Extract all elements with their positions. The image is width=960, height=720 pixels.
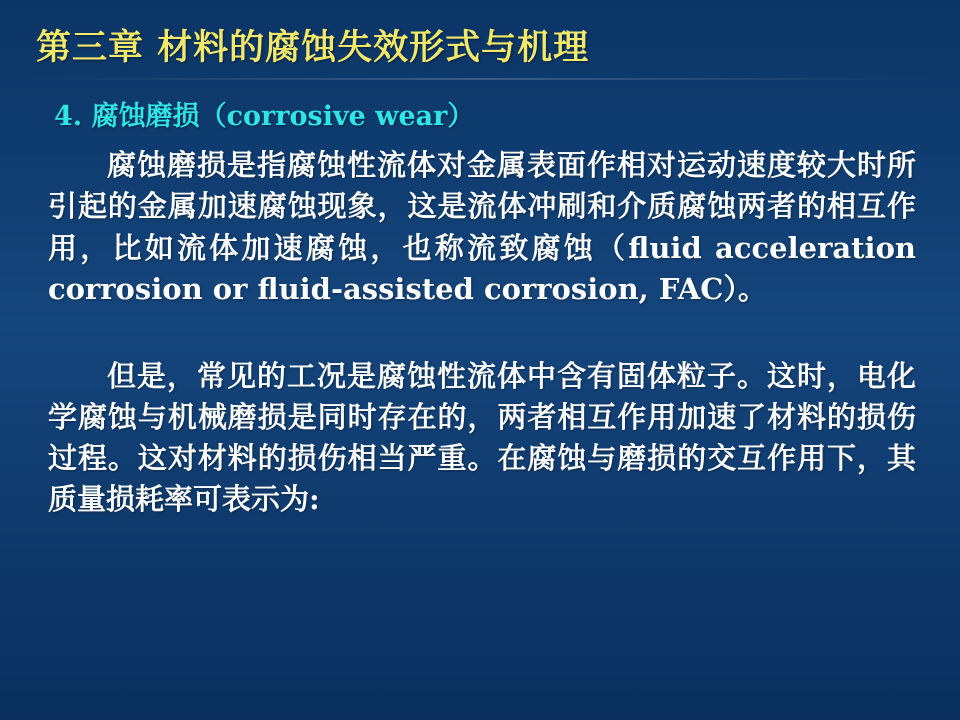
title-divider [26, 78, 934, 80]
section-subheading: 4. 腐蚀磨损（corrosive wear） [54, 101, 475, 133]
paragraph-spacer [26, 310, 934, 344]
paragraph-one-text: 腐蚀磨损是指腐蚀性流体对金属表面作相对运动速度较大时所引起的金属加速腐蚀现象，这是流体冲刷和介质腐蚀两者的相互作用，比如流体加速腐蚀，也称流致腐蚀（fluid acceleration corrosion or fluid-assisted corrosion, FAC）。 [48, 148, 916, 306]
paragraph-one [48, 145, 916, 310]
paragraph-two-text: 但是，常见的工况是腐蚀性流体中含有固体粒子。这时，电化学腐蚀与机械磨损是同时存在的，两者相互作用加速了材料的损伤过程。这对材料的损伤相当严重。在腐蚀与磨损的交互作用下，其质量损耗率可表示为: [48, 358, 916, 517]
paragraph-two [48, 356, 916, 521]
page-title: 第三章 材料的腐蚀失效形式与机理 [36, 27, 590, 68]
